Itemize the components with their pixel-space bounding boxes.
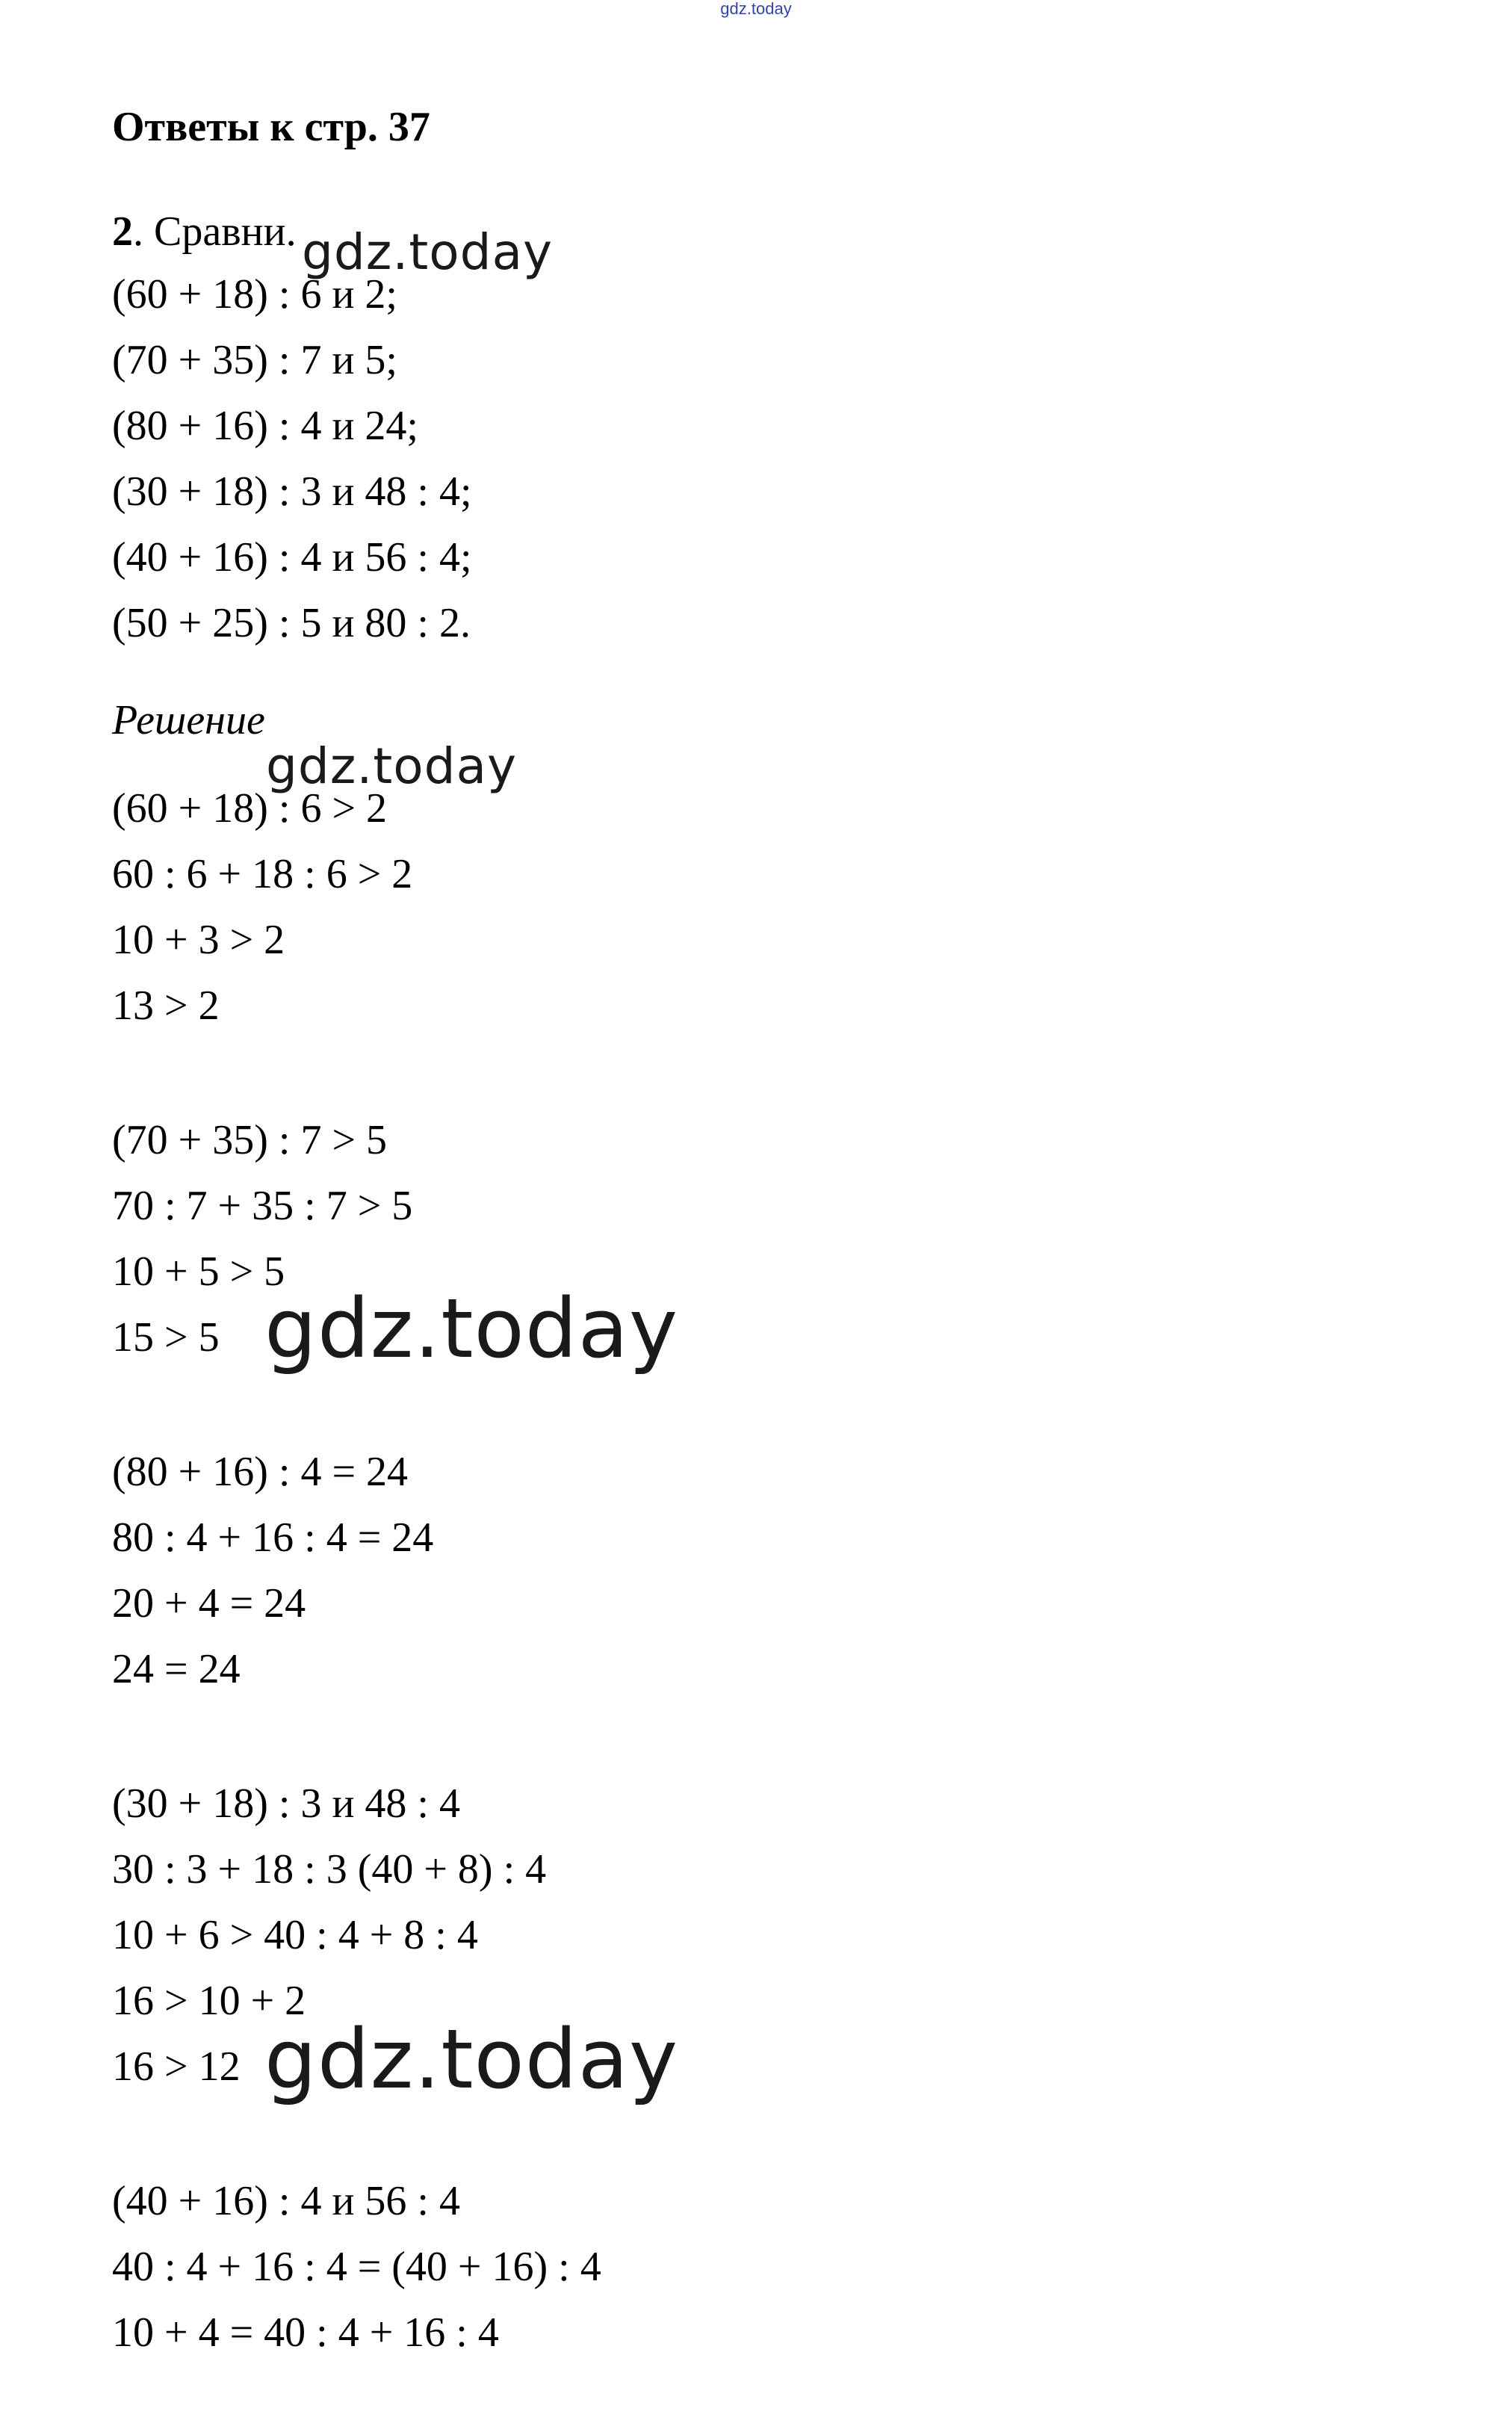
task-text: . Сравни. [133, 208, 297, 255]
task-number: 2 [112, 208, 133, 255]
solution-line: 20 + 4 = 24 [112, 1580, 306, 1627]
solution-line: 15 > 5 [112, 1314, 220, 1361]
solution-line: 80 : 4 + 16 : 4 = 24 [112, 1514, 434, 1561]
solution-line: 10 + 5 > 5 [112, 1248, 285, 1295]
solution-line: 13 > 2 [112, 983, 220, 1029]
solution-line: 40 : 4 + 16 : 4 = (40 + 16) : 4 [112, 2244, 601, 2290]
watermark-text: gdz.today [302, 223, 554, 281]
solution-heading: Решение [112, 697, 265, 743]
condition-line: (70 + 35) : 7 и 5; [112, 337, 397, 383]
condition-line: (50 + 25) : 5 и 80 : 2. [112, 600, 471, 646]
solution-line: (30 + 18) : 3 и 48 : 4 [112, 1780, 460, 1827]
condition-line: (80 + 16) : 4 и 24; [112, 403, 418, 449]
condition-line: (60 + 18) : 6 и 2; [112, 271, 397, 318]
solution-line: 10 + 3 > 2 [112, 917, 285, 963]
solution-line: 10 + 4 = 40 : 4 + 16 : 4 [112, 2309, 499, 2356]
solution-line: (70 + 35) : 7 > 5 [112, 1117, 388, 1163]
solution-line: 24 = 24 [112, 1646, 241, 1692]
condition-line: (30 + 18) : 3 и 48 : 4; [112, 468, 472, 515]
solution-line: (80 + 16) : 4 = 24 [112, 1449, 409, 1495]
solution-line: 16 > 10 + 2 [112, 1978, 306, 2024]
solution-line: 70 : 7 + 35 : 7 > 5 [112, 1183, 413, 1229]
solution-line: 30 : 3 + 18 : 3 (40 + 8) : 4 [112, 1846, 547, 1893]
site-watermark-top: gdz.today [720, 0, 792, 18]
task-heading [112, 208, 297, 256]
condition-line: (40 + 16) : 4 и 56 : 4; [112, 534, 472, 581]
solution-line: (40 + 16) : 4 и 56 : 4 [112, 2178, 460, 2224]
solution-line: 60 : 6 + 18 : 6 > 2 [112, 851, 413, 897]
page-title: Ответы к стр. 37 [112, 104, 430, 150]
solution-line: (60 + 18) : 6 > 2 [112, 785, 388, 832]
watermark-text: gdz.today [264, 1281, 679, 1376]
watermark-text: gdz.today [266, 737, 518, 795]
solution-line: 16 > 12 [112, 2043, 241, 2090]
watermark-text: gdz.today [264, 2011, 679, 2107]
solution-line: 10 + 6 > 40 : 4 + 8 : 4 [112, 1912, 478, 1958]
